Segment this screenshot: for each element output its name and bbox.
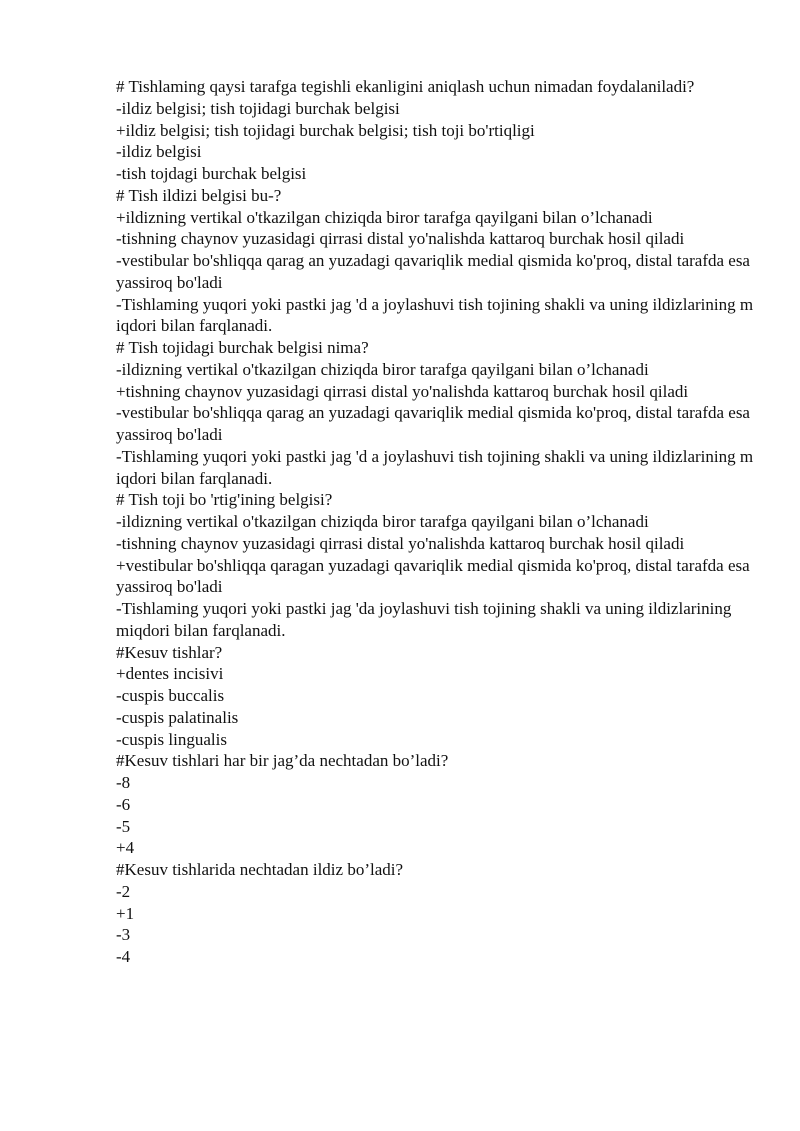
- answer-option: -8: [116, 773, 131, 792]
- answer-option: -vestibular bo'shliqqa qarag an yuzadagi qavariqlik medial qismida ko'proq, distal tarafda esa yassiroq bo'ladi: [116, 403, 750, 444]
- question-line: # Tish toji bo 'rtig'ining belgisi?: [116, 490, 333, 510]
- answer-option: -vestibular bo'shliqqa qarag an yuzadagi qavariqlik medial qismida ko'proq, distal tarafda esa yassiroq bo'ladi: [116, 251, 750, 292]
- answer-option: -2: [116, 881, 131, 901]
- answer-option-correct: +vestibular bo'shliqqa qaragan yuzadagi qavariqlik medial qismida ko'proq, distal tarafda esa yassiroq bo'ladi: [116, 555, 750, 597]
- answer-option-correct: +ildizning vertikal o'tkazilgan chiziqda biror tarafga qayilgani bilan o’lchanadi: [116, 207, 653, 227]
- document-body: [116, 76, 756, 968]
- answer-option: -cuspis buccalis: [116, 686, 225, 705]
- answer-option: -tish tojdagi burchak belgisi: [116, 164, 307, 183]
- answer-option-correct: +ildiz belgisi; tish tojidagi burchak belgisi; tish toji bo'rtiqligi: [116, 120, 535, 140]
- answer-option-correct: +4: [116, 838, 135, 858]
- answer-option-correct: +1: [116, 903, 135, 923]
- answer-option: -ildizning vertikal o'tkazilgan chiziqda biror tarafga qayilgani bilan o’lchanadi: [116, 359, 649, 379]
- question-line: # Tishlaming qaysi tarafga tegishli ekanligini aniqlash uchun nimadan foydalaniladi?: [116, 77, 695, 96]
- answer-option: -ildiz belgisi; tish tojidagi burchak belgisi: [116, 98, 400, 118]
- question-line: # Tish ildizi belgisi bu-?: [116, 185, 282, 205]
- answer-option: -ildiz belgisi: [116, 142, 202, 162]
- question-line: # Tish tojidagi burchak belgisi nima?: [116, 338, 369, 357]
- question-line: #Kesuv tishlar?: [116, 642, 223, 662]
- answer-option-correct: +tishning chaynov yuzasidagi qirrasi distal yo'nalishda kattaroq burchak hosil qiladi: [116, 381, 689, 401]
- question-line: #Kesuv tishlarida nechtadan ildiz bo’ladi?: [116, 860, 404, 879]
- answer-option: -6: [116, 794, 131, 814]
- answer-option: -Tishlaming yuqori yoki pastki jag 'd a joylashuvi tish tojining shakli va uning ildizlarining m iqdori bilan farqlanadi.: [116, 446, 754, 488]
- answer-option: -cuspis lingualis: [116, 729, 227, 749]
- answer-option: -tishning chaynov yuzasidagi qirrasi distal yo'nalishda kattaroq burchak hosil qiladi: [116, 229, 685, 249]
- answer-option: -3: [116, 925, 131, 945]
- answer-option-correct: +dentes incisivi: [116, 664, 224, 684]
- answer-option: -4: [116, 947, 131, 966]
- answer-option: -Tishlaming yuqori yoki pastki jag 'da joylashuvi tish tojining shakli va uning ildizlarining miqdori bilan farqlanadi.: [116, 599, 732, 640]
- answer-option: -Tishlaming yuqori yoki pastki jag 'd a joylashuvi tish tojining shakli va uning ildizlarining m iqdori bilan farqlanadi.: [116, 294, 754, 336]
- answer-option: -tishning chaynov yuzasidagi qirrasi distal yo'nalishda kattaroq burchak hosil qiladi: [116, 533, 685, 553]
- answer-option: -ildizning vertikal o'tkazilgan chiziqda biror tarafga qayilgani bilan o’lchanadi: [116, 512, 649, 531]
- answer-option: -cuspis palatinalis: [116, 707, 239, 727]
- question-line: #Kesuv tishlari har bir jag’da nechtadan bo’ladi?: [116, 751, 449, 771]
- answer-option: -5: [116, 816, 131, 836]
